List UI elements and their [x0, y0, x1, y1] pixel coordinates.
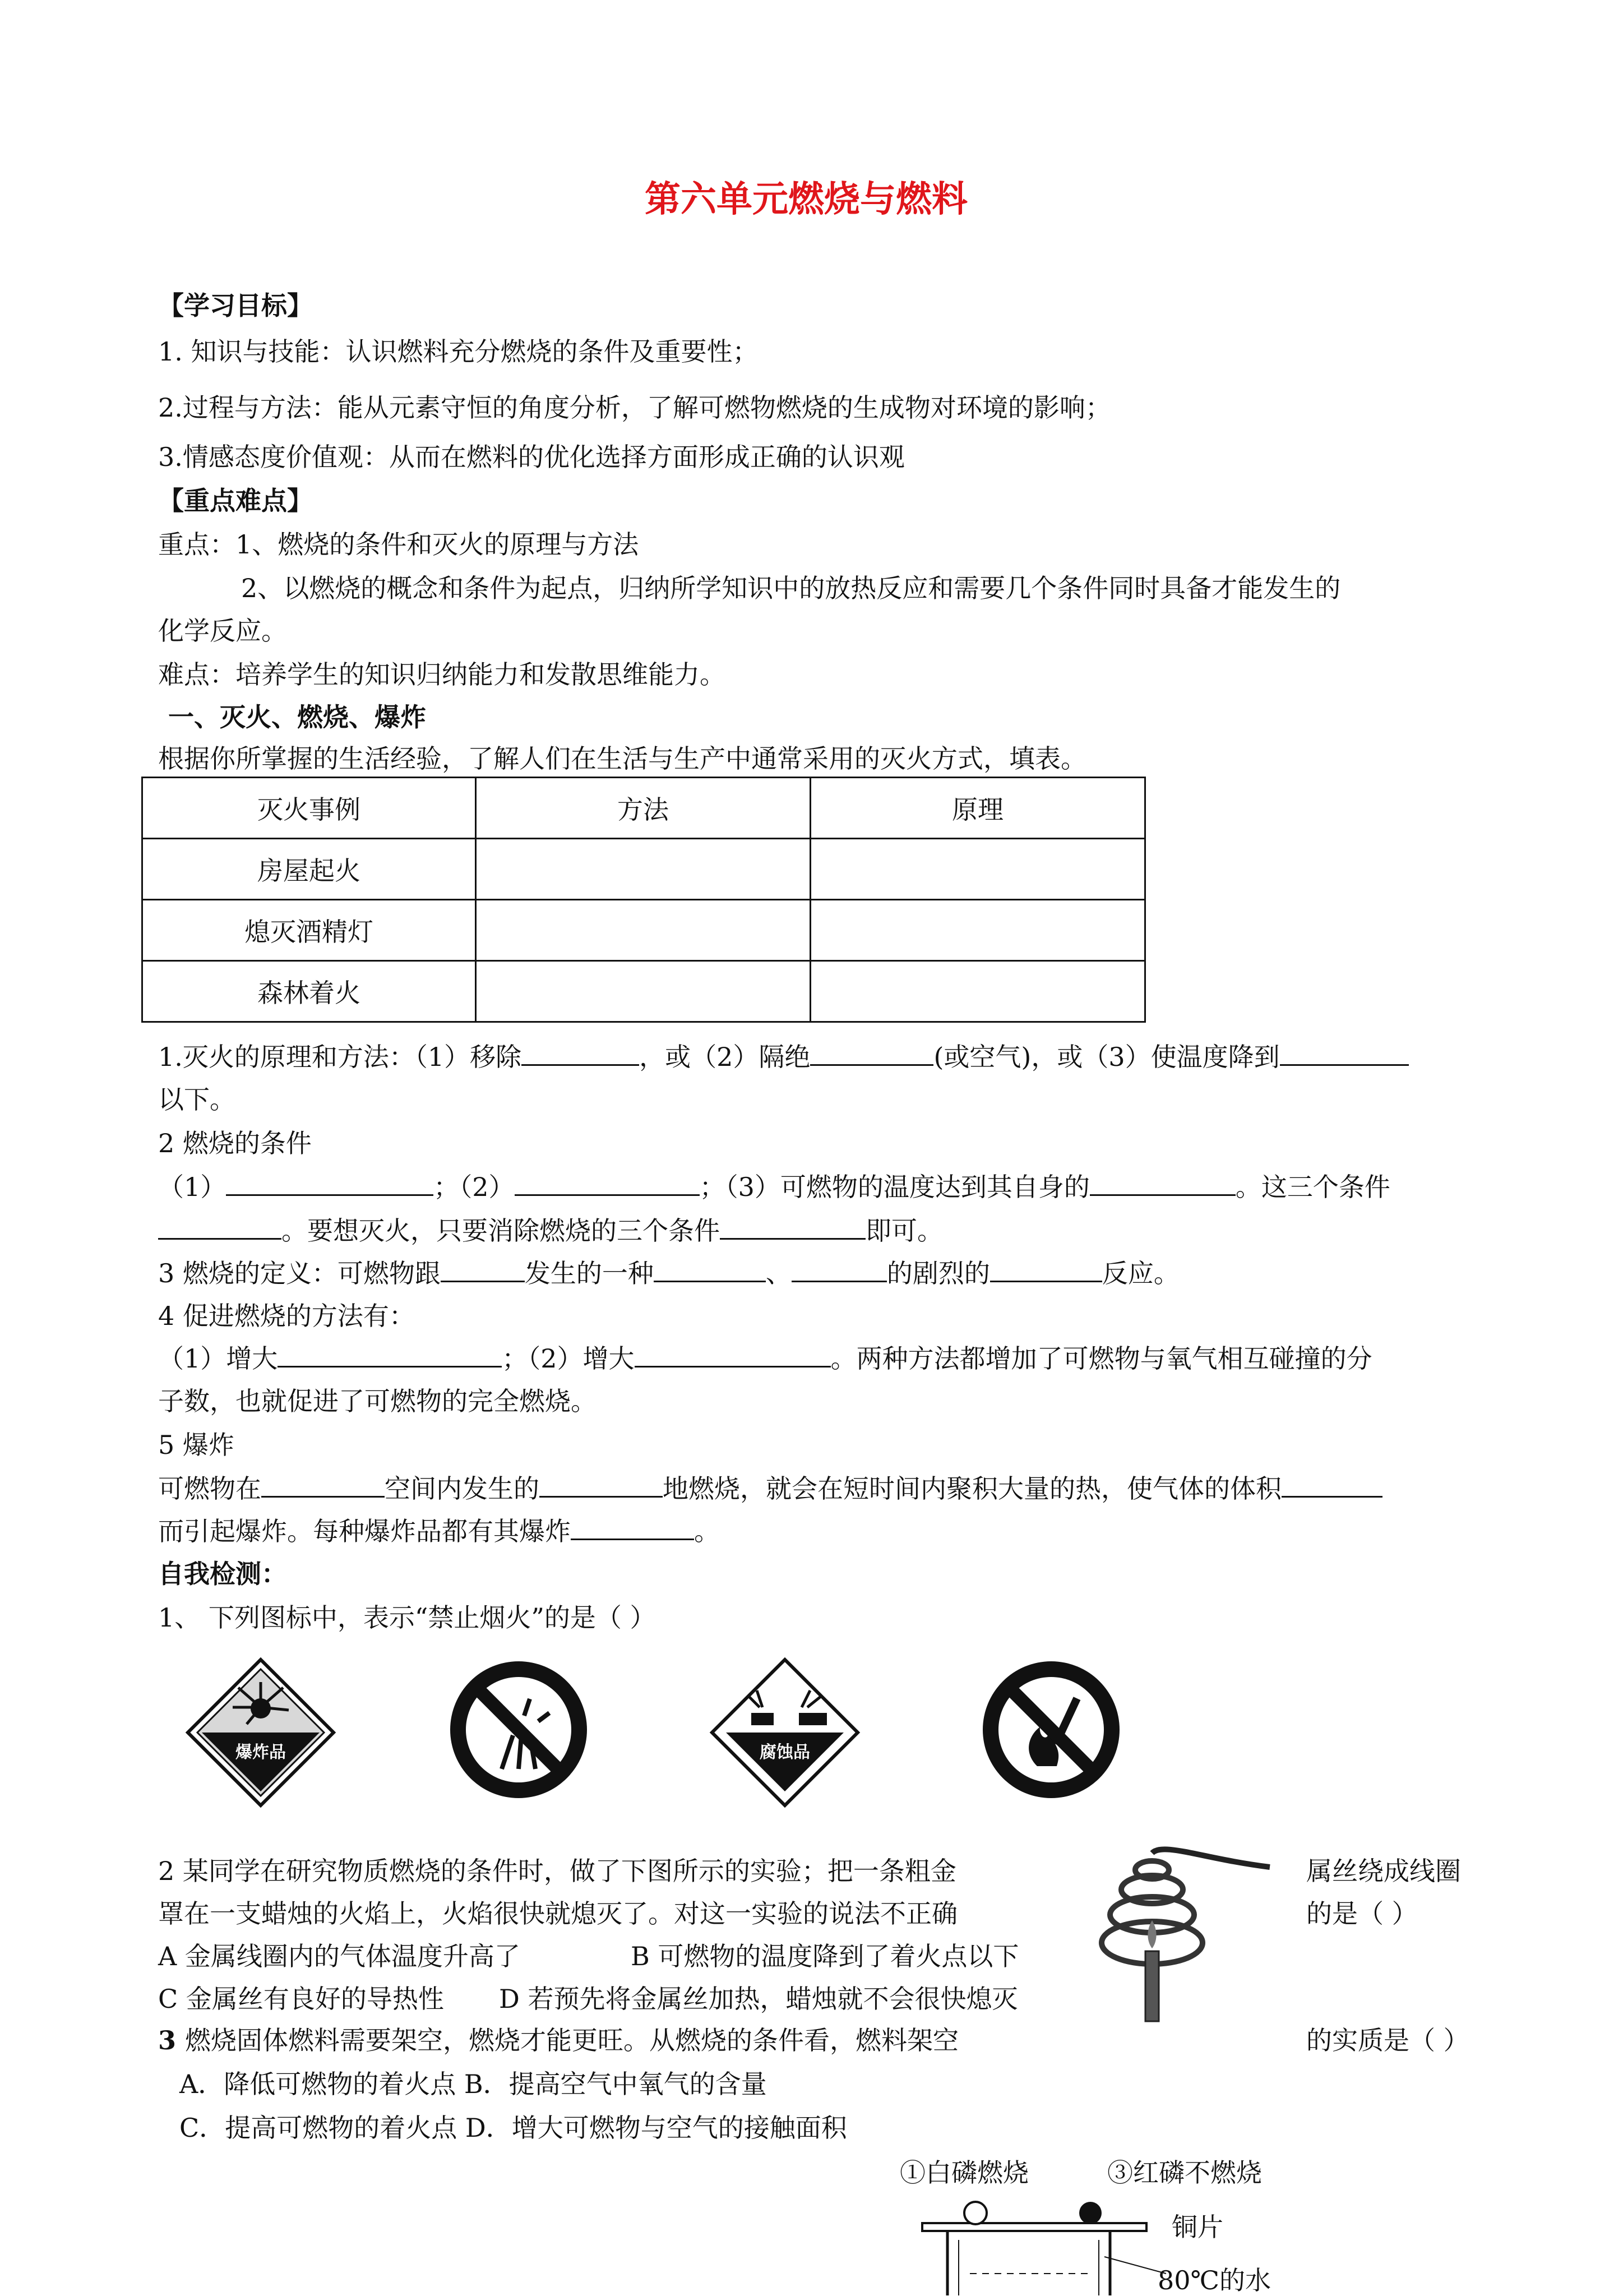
- blank-field[interactable]: [720, 1216, 866, 1240]
- check-q3-line-end: 的实质是（ ）: [1306, 2025, 1469, 2055]
- q4-line-2: 子数，也就促进了可燃物的完全燃烧。: [158, 1386, 597, 1416]
- fire-table: [141, 777, 1146, 1023]
- blank-field[interactable]: [539, 1473, 663, 1498]
- q1-line: 1.灭火的原理和方法：（1）移除 ，或（2）隔绝 (或空气)，或（3）使温度降到: [158, 1042, 1409, 1073]
- blank-field[interactable]: [792, 1258, 887, 1282]
- check-q1: 1、 下列图标中，表示“禁止烟火”的是（ ）: [158, 1602, 656, 1633]
- q4-heading: 4 促进燃烧的方法有：: [158, 1301, 415, 1331]
- no-open-flame-sign-icon[interactable]: [978, 1657, 1124, 1803]
- check-q2-line-2: 罩在一支蜡烛的火焰上，火焰很快就熄灭了。对这一实验的说法不正确: [158, 1898, 958, 1929]
- check-q3-line: 燃烧固体燃料需要架空，燃烧才能更旺。从燃烧的条件看，燃料架空: [185, 2025, 959, 2055]
- check-q3-options-cd[interactable]: C．提高可燃物的着火点 D．增大可燃物与空气的接触面积: [179, 2113, 847, 2143]
- blank-field[interactable]: [810, 1042, 933, 1066]
- blank-field[interactable]: [990, 1258, 1102, 1282]
- blank-field[interactable]: [571, 1516, 694, 1540]
- table-header-cell: 方法: [476, 778, 811, 839]
- figure-label-water: 80℃的水: [1158, 2265, 1271, 2295]
- blank-field[interactable]: [1090, 1172, 1236, 1196]
- blank-field[interactable]: [1280, 1042, 1409, 1066]
- blank-field[interactable]: [441, 1258, 525, 1282]
- key-line-1: 重点：1、燃烧的条件和灭火的原理与方法: [158, 529, 639, 560]
- page-title: 第六单元燃烧与燃料: [645, 178, 968, 220]
- figure-label-white-phosphorus: ①白磷燃烧: [900, 2158, 1029, 2188]
- blank-field[interactable]: [1282, 1473, 1382, 1498]
- check-q3-options-ab[interactable]: A．降低可燃物的着火点 B．提高空气中氧气的含量: [179, 2069, 767, 2099]
- check-heading: 自我检测：: [158, 1559, 287, 1589]
- table-cell-blank[interactable]: [476, 839, 811, 900]
- blank-field[interactable]: [635, 1343, 831, 1368]
- table-row: [142, 961, 1145, 1022]
- table-cell-blank[interactable]: [476, 900, 811, 961]
- table-row: [142, 900, 1145, 961]
- explosive-sign-label: 爆炸品: [235, 1743, 286, 1762]
- check-q2-option-b[interactable]: B 可燃物的温度降到了着火点以下: [631, 1941, 1019, 1971]
- explosive-sign-icon[interactable]: [185, 1657, 336, 1808]
- goal-item-3: 3.情感态度价值观：从而在燃料的优化选择方面形成正确的认识观: [158, 442, 905, 472]
- section1-heading: 一、灭火、燃烧、爆炸: [168, 702, 426, 732]
- table-cell-blank[interactable]: [811, 961, 1145, 1022]
- table-cell-example: 森林着火: [142, 961, 476, 1022]
- corrosive-sign-label: 腐蚀品: [760, 1743, 810, 1762]
- goal-item-2: 2.过程与方法：能从元素守恒的角度分析，了解可燃物燃烧的生成物对环境的影响；: [158, 392, 1111, 423]
- key-line-3: 化学反应。: [158, 616, 287, 646]
- check-q2-line-1-end: 属丝绕成线圈: [1306, 1856, 1461, 1886]
- blank-field[interactable]: [521, 1042, 639, 1066]
- q2-line-2: 。要想灭火，只要消除燃烧的三个条件 即可。: [158, 1216, 943, 1246]
- goal-item-1: 1. 知识与技能：认识燃料充分燃烧的条件及重要性；: [158, 336, 759, 367]
- q2-heading: 2 燃烧的条件: [158, 1128, 312, 1158]
- phosphorus-experiment-icon: [919, 2189, 1177, 2295]
- q1-line-2: 以下。: [158, 1084, 235, 1115]
- check-q2-option-a[interactable]: A 金属线圈内的气体温度升高了: [158, 1941, 520, 1971]
- table-header-row: [142, 778, 1145, 839]
- key-line-2: 2、以燃烧的概念和条件为起点，归纳所学知识中的放热反应和需要几个条件同时具备才能发生的: [241, 573, 1341, 603]
- check-q2-option-c[interactable]: C 金属丝有良好的导热性: [158, 1984, 444, 2014]
- blank-field[interactable]: [515, 1172, 700, 1196]
- blank-field[interactable]: [278, 1343, 502, 1368]
- table-row: [142, 839, 1145, 900]
- difficulty-line: 难点：培养学生的知识归纳能力和发散思维能力。: [158, 659, 725, 690]
- table-header-cell: 原理: [811, 778, 1145, 839]
- check-q2-line-1: 2 某同学在研究物质燃烧的条件时，做了下图所示的实验；把一条粗金: [158, 1856, 956, 1886]
- q5-heading: 5 爆炸: [158, 1430, 234, 1460]
- blank-field[interactable]: [226, 1172, 433, 1196]
- table-header-cell: 灭火事例: [142, 778, 476, 839]
- q2-line: （1） ；（2） ；（3）可燃物的温度达到其自身的 。这三个条件: [158, 1172, 1390, 1202]
- coil-candle-figure-icon: [1090, 1836, 1275, 2027]
- no-fireworks-sign-icon[interactable]: [446, 1657, 591, 1803]
- q5-line-2: 而引起爆炸。每种爆炸品都有其爆炸 。: [158, 1516, 720, 1546]
- check-q2-option-d[interactable]: D 若预先将金属丝加热，蜡烛就不会很快熄灭: [499, 1984, 1018, 2014]
- blank-field[interactable]: [654, 1258, 766, 1282]
- figure-label-red-phosphorus: ③红磷不燃烧: [1107, 2158, 1262, 2188]
- table-cell-blank[interactable]: [811, 839, 1145, 900]
- key-heading: 【重点难点】: [158, 486, 313, 516]
- q4-line: （1）增大 ；（2）增大 。两种方法都增加了可燃物与氧气相互碰撞的分: [158, 1343, 1372, 1374]
- corrosive-sign-icon[interactable]: [709, 1657, 861, 1808]
- q3-line: 3 燃烧的定义：可燃物跟 发生的一种 、 的剧烈的 反应。: [158, 1258, 1180, 1288]
- goals-heading: 【学习目标】: [158, 290, 313, 321]
- blank-field[interactable]: [158, 1216, 281, 1240]
- blank-field[interactable]: [261, 1473, 385, 1498]
- table-cell-example: 熄灭酒精灯: [142, 900, 476, 961]
- table-cell-blank[interactable]: [811, 900, 1145, 961]
- q5-line: 可燃物在 空间内发生的 地燃烧，就会在短时间内聚积大量的热，使气体的体积: [158, 1473, 1382, 1504]
- figure-label-copper-plate: 铜片: [1172, 2212, 1223, 2242]
- section1-intro: 根据你所掌握的生活经验，了解人们在生活与生产中通常采用的灭火方式，填表。: [158, 743, 1086, 774]
- table-cell-example: 房屋起火: [142, 839, 476, 900]
- table-cell-blank[interactable]: [476, 961, 811, 1022]
- check-q2-line-2-end: 的是（ ）: [1306, 1898, 1418, 1929]
- check-q3-number: 3: [158, 2025, 177, 2055]
